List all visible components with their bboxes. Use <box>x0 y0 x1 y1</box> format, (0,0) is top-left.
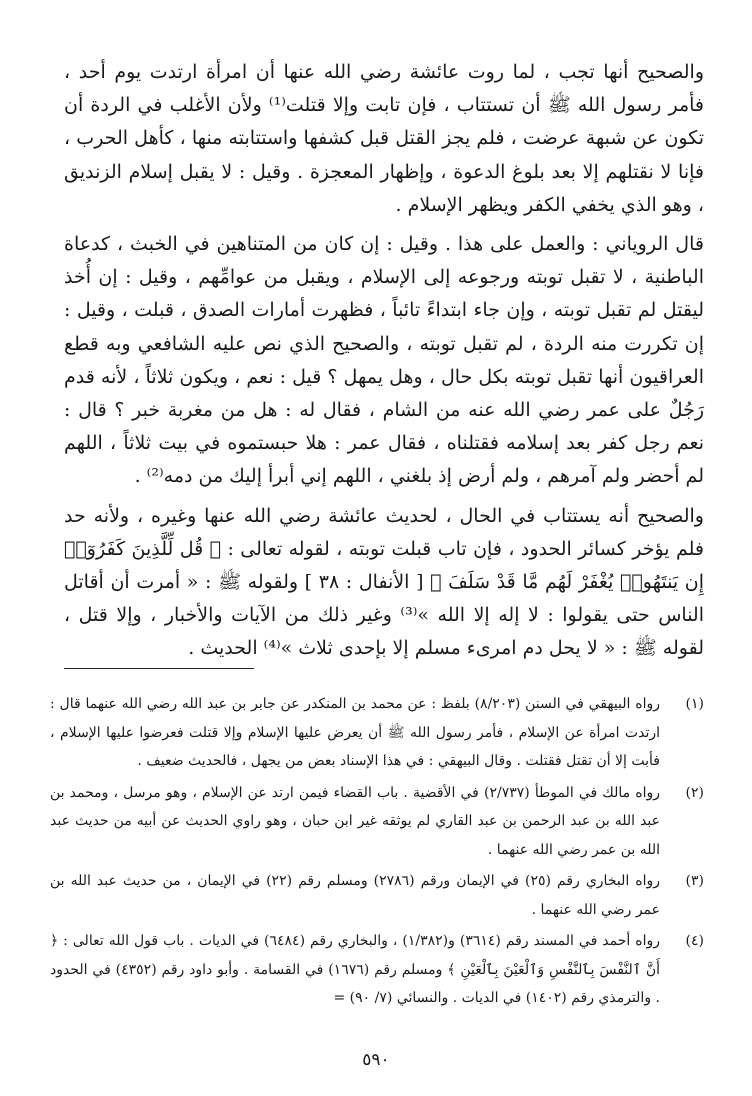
footnotes <box>50 690 704 1016</box>
footnote-number: (١) <box>685 696 704 712</box>
footnote-1 <box>50 690 704 776</box>
paragraph-3: والصحيح أنه يستتاب في الحال ، لحديث عائشة رضي الله عنها وغيره ، ولأنه حد فلم يؤخر كسائر الحدود ، فإن تاب قبلت توبته ، لقوله تعالى : ﴿ قُل لِّلَّذِينَ كَفَرُوٓا۟ إِن يَنتَهُوا۟ يُغْفَرْ لَهُم مَّا قَدْ سَلَفَ ﴾ [ الأنفال : ٣٨ ] ولقوله ﷺ : « أمرت أن أقاتل الناس حتى يقولوا : لا إله إلا الله »⁽³⁾ وغير ذلك من الآيات والأخبار ، وإلا قتل ، لقوله ﷺ : « لا يحل دم امرىء مسلم إلا بإحدى ثلاث »⁽⁴⁾ الحديث . <box>64 504 705 660</box>
page-number: ٥٩٠ <box>362 1050 390 1070</box>
footnote-3 <box>50 867 704 924</box>
paragraph-1: والصحيح أنها تجب ، لما روت عائشة رضي الله عنها أن امرأة ارتدت يوم أحد ، فأمر رسول الله ﷺ أن تستتاب ، فإن تابت وإلا قتلت⁽¹⁾ ولأن الأغلب في الردة أن تكون عن شبهة عرضت ، فلم يجز القتل قبل كشفها واستتابته منها ، كأهل الحرب ، فإنا لا نقتلهم إلا بعد بلوغ الدعوة ، وإظهار المعجزة . وقيل : لا يقبل إسلام الزنديق ، وهو الذي يخفي الكفر ويظهر الإسلام . <box>64 61 704 216</box>
footnote-2 <box>50 779 704 865</box>
footnote-number: (٣) <box>685 873 704 889</box>
footnote-number: (٢) <box>685 784 704 801</box>
footnote-number: (٤) <box>685 933 704 949</box>
footnote-text: رواه البيهقي في السنن (٨/٢٠٣) بلفظ : عن محمد بن المنكدر عن جابر بن عبد الله رضي الله عنهما قال : ارتدت امرأة عن الإسلام ، فأمر رسول الله ﷺ أن يعرض عليها الإسلام وإلا قتلت فعرضوا عليها الإسلام ، فأبت إلا أن تقتل فقتلت . وقال البيهقي : في هذا الإسناد بعض من يجهل ، فالحديث ضعيف . <box>50 696 660 769</box>
footnote-4 <box>50 927 704 1013</box>
paragraph-2: قال الروياني : والعمل على هذا . وقيل : إن كان من المتناهين في الخبث ، كدعاة الباطنية ، لا تقبل توبته ورجوعه إلى الإسلام ، ويقبل من عوامِّهم ، وقيل : إن أُخذ ليقتل لم تقبل توبته ، وإن جاء ابتداءً تائباً ، فظهرت أمارات الصدق ، قبلت ، وقيل : إن تكررت منه الردة ، لم تقبل توبته ، والصحيح الذي نص عليه الشافعي وبه قطع العراقيون أنها تقبل توبته بكل حال ، وهل يمهل ؟ قيل : نعم ، ويكون ثلاثاً ، لأنه قدم رَجُلٌ على عمر رضي الله عنه من الشام ، فقال له : هل من مغربة خبر ؟ قال : نعم رجل كفر بعد إسلامه فقتلناه ، فقال عمر : هلا حبستموه في بيت ثلاثاً ، اللهم لم أحضر ولم آمرهم ، ولم أرض إذ بلغني ، اللهم إني أبرأ إليك من دمه⁽²⁾ . <box>64 233 704 488</box>
footnote-text: رواه مالك في الموطأ (٢/٧٣٧) في الأقضية . باب القضاء فيمن ارتد عن الإسلام ، وهو مرسل ، ومحمد بن عبد الله بن عبد الرحمن بن عبد القاري لم يوثقه غير ابن حبان ، وهو راوي الحديث عن أبيه من حديث عبد الله بن عمر رضي الله عنهما . <box>50 784 660 858</box>
footnote-text: رواه أحمد في المسند رقم (٣٦١٤) و(١/٣٨٢) ، والبخاري رقم (٦٤٨٤) في الديات . باب قول الله تعالى : ﴿ أَنَّ ٱلنَّفْسَ بِٱلنَّفْسِ وَٱلْعَيْنَ بِٱلْعَيْنِ ﴾ ومسلم رقم (١٦٧٦) في القسامة . وأبو داود رقم (٤٣٥٢) في الحدود . والترمذي رقم (١٤٠٢) في الديات . والنسائي (٧/ ٩٠) = <box>50 933 661 1006</box>
main-text <box>64 56 704 666</box>
footnote-text: رواه البخاري رقم (٢٥) في الإيمان ورقم (٢٧٨٦) ومسلم رقم (٢٢) في الإيمان ، من حديث عبد الله بن عمر رضي الله عنهما . <box>50 873 661 918</box>
footnote-divider <box>64 668 254 669</box>
